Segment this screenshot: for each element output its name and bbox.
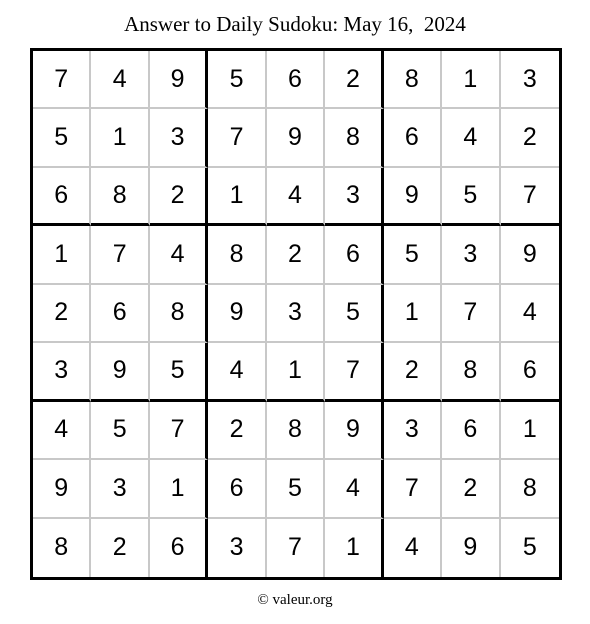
sudoku-cell: 7 [33,51,91,109]
sudoku-cell: 8 [208,226,266,284]
sudoku-cell: 9 [442,519,500,577]
copyright-footer: © valeur.org [257,592,333,608]
sudoku-cell: 9 [33,460,91,518]
sudoku-cell: 2 [33,285,91,343]
sudoku-cell: 9 [325,402,383,460]
sudoku-cell: 5 [33,109,91,167]
sudoku-cell: 1 [150,460,208,518]
sudoku-cell: 7 [325,343,383,401]
sudoku-cell: 4 [267,168,325,226]
sudoku-cell: 3 [208,519,266,577]
sudoku-cell: 3 [91,460,149,518]
sudoku-cell: 8 [267,402,325,460]
sudoku-cell: 3 [384,402,442,460]
sudoku-cell: 4 [442,109,500,167]
sudoku-cell: 5 [150,343,208,401]
sudoku-cell: 9 [91,343,149,401]
sudoku-cell: 4 [208,343,266,401]
sudoku-cell: 6 [325,226,383,284]
sudoku-cell: 2 [325,51,383,109]
sudoku-cell: 8 [442,343,500,401]
sudoku-cell: 7 [384,460,442,518]
sudoku-cell: 6 [91,285,149,343]
sudoku-board [30,48,562,580]
sudoku-cell: 6 [208,460,266,518]
sudoku-cell: 6 [33,168,91,226]
sudoku-cell: 9 [384,168,442,226]
sudoku-cell: 8 [150,285,208,343]
sudoku-cell: 7 [208,109,266,167]
sudoku-cell: 7 [501,168,559,226]
sudoku-cell: 6 [267,51,325,109]
sudoku-cell: 9 [208,285,266,343]
sudoku-cell: 5 [91,402,149,460]
sudoku-cell: 4 [91,51,149,109]
sudoku-cell: 2 [91,519,149,577]
sudoku-cell: 6 [501,343,559,401]
sudoku-cell: 5 [384,226,442,284]
sudoku-cell: 9 [267,109,325,167]
sudoku-cell: 7 [442,285,500,343]
sudoku-cell: 9 [501,226,559,284]
sudoku-cell: 7 [267,519,325,577]
sudoku-cell: 1 [91,109,149,167]
puzzle-title: Answer to Daily Sudoku: May 16, 2024 [124,12,466,36]
sudoku-cell: 5 [325,285,383,343]
sudoku-cell: 2 [267,226,325,284]
sudoku-cell: 4 [384,519,442,577]
sudoku-cell: 4 [325,460,383,518]
sudoku-cell: 1 [325,519,383,577]
sudoku-cell: 3 [501,51,559,109]
sudoku-cell: 4 [501,285,559,343]
sudoku-cell: 3 [150,109,208,167]
sudoku-cell: 8 [325,109,383,167]
sudoku-cell: 3 [442,226,500,284]
sudoku-cell: 9 [150,51,208,109]
sudoku-cell: 6 [442,402,500,460]
sudoku-cell: 5 [522,533,537,562]
sudoku-cell: 1 [501,402,559,460]
sudoku-cell: 1 [33,226,91,284]
sudoku-cell: 1 [442,51,500,109]
sudoku-cell: 7 [91,226,149,284]
sudoku-cell: 2 [442,460,500,518]
sudoku-cell: 1 [384,285,442,343]
sudoku-cell: 1 [208,168,266,226]
sudoku-cell: 7 [150,402,208,460]
sudoku-cell: 2 [208,402,266,460]
sudoku-cell: 4 [33,402,91,460]
sudoku-cell: 1 [267,343,325,401]
sudoku-cell: 8 [33,519,91,577]
sudoku-cell: 2 [384,343,442,401]
sudoku-cell: 2 [150,168,208,226]
sudoku-cell: 5 [442,168,500,226]
sudoku-cell: 3 [267,285,325,343]
sudoku-cell: 8 [91,168,149,226]
sudoku-cell: 5 [267,460,325,518]
sudoku-cell: 3 [33,343,91,401]
sudoku-cell: 8 [501,460,559,518]
sudoku-cell: 4 [150,226,208,284]
sudoku-cell: 8 [384,51,442,109]
sudoku-cell: 5 [208,51,266,109]
sudoku-cell: 2 [501,109,559,167]
sudoku-cell: 6 [384,109,442,167]
sudoku-cell: 3 [325,168,383,226]
sudoku-cell: 6 [150,519,208,577]
